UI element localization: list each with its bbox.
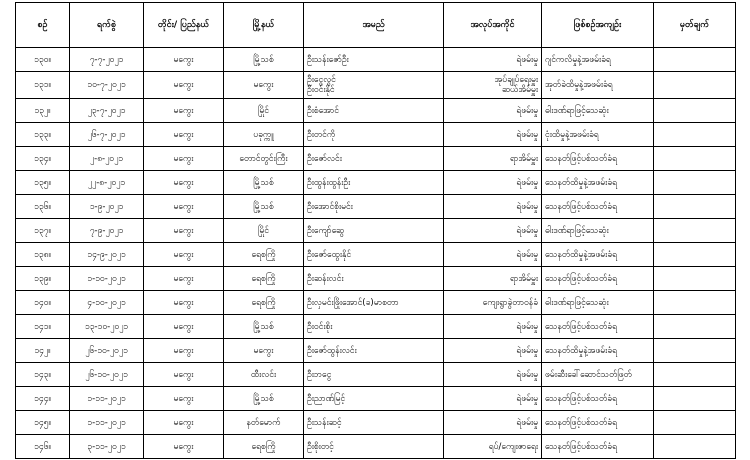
row-date-text: ၂၆-၁၀-၂၀၂၁ bbox=[85, 345, 128, 356]
row-township-text: ရေစကြို bbox=[251, 273, 276, 284]
row-township-text: ရေစကြို bbox=[251, 441, 276, 452]
row-occupation-text: ရဲဖမ်းမှု bbox=[516, 105, 538, 116]
row-name-text: ဦးဆန်းလင်း bbox=[307, 273, 344, 284]
row-remark bbox=[654, 171, 736, 195]
header-remark: မှတ်ချက် bbox=[654, 3, 736, 48]
row-name-text: ဦးထွန်းထွန်းဦး bbox=[307, 177, 351, 188]
row-date-text: ၇-၇-၂၀၂၁ bbox=[89, 54, 124, 65]
row-region-text: မကွေး bbox=[173, 129, 194, 140]
row-region bbox=[144, 171, 224, 195]
table-header-row bbox=[16, 3, 736, 48]
row-number-text: ၁၃၉။ bbox=[34, 273, 51, 284]
row-region bbox=[144, 195, 224, 219]
row-remark bbox=[654, 435, 736, 459]
row-region-text: မကွေး bbox=[173, 321, 194, 332]
row-occupation-text: ရဲဖမ်းမှု bbox=[516, 201, 538, 212]
header-cause: ဖြစ်စဉ်အကျဉ်း bbox=[542, 3, 654, 48]
row-name-text: ဦးကျော်ဆွေ bbox=[307, 225, 345, 236]
row-region bbox=[144, 267, 224, 291]
row-incident bbox=[542, 48, 654, 72]
row-township bbox=[224, 435, 304, 459]
row-occupation bbox=[444, 147, 542, 171]
row-incident bbox=[542, 99, 654, 123]
row-occupation bbox=[444, 411, 542, 435]
row-name-text: ဦးသန်းဆင့် bbox=[307, 417, 342, 428]
row-region-text: မကွေး bbox=[173, 153, 194, 164]
row-township bbox=[224, 363, 304, 387]
document-sheet bbox=[15, 2, 735, 459]
row-date bbox=[70, 147, 144, 171]
row-name-text: ဦးသန်းဇော်ဦး bbox=[307, 54, 349, 65]
row-incident bbox=[542, 147, 654, 171]
row-township bbox=[224, 219, 304, 243]
row-date bbox=[70, 363, 144, 387]
row-date-text: ၂၆-၁၀-၂၀၂၁ bbox=[85, 369, 128, 380]
row-incident bbox=[542, 243, 654, 267]
row-number-text: ၁၄၄။ bbox=[34, 393, 51, 404]
row-incident bbox=[542, 291, 654, 315]
row-number-text: ၁၃၈။ bbox=[34, 249, 51, 260]
table-row bbox=[16, 267, 736, 291]
row-township bbox=[224, 243, 304, 267]
row-township-text: မြို့သစ် bbox=[253, 201, 274, 212]
row-township-text: ပခုက္ကူ bbox=[253, 129, 274, 140]
row-region-text: မကွေး bbox=[173, 177, 194, 188]
row-region bbox=[144, 291, 224, 315]
row-incident-text: သေနတ်ထိမှုနဲ့အဖမ်းခံရ bbox=[545, 177, 617, 188]
row-incident bbox=[542, 267, 654, 291]
row-township bbox=[224, 195, 304, 219]
row-name bbox=[304, 291, 444, 315]
row-incident-text: အုတ်ခဲထိမှုနဲ့အဖမ်းခံရ bbox=[545, 80, 613, 90]
row-number-text: ၁၃၄။ bbox=[34, 153, 51, 164]
row-township bbox=[224, 267, 304, 291]
row-name-text: ဦးတင်ကို bbox=[307, 129, 336, 140]
row-occupation-text: ရာအိမ်မှူး bbox=[509, 153, 538, 164]
row-incident bbox=[542, 72, 654, 99]
table-row bbox=[16, 315, 736, 339]
row-occupation bbox=[444, 267, 542, 291]
table-row bbox=[16, 339, 736, 363]
row-incident-text: သေနတ်ဖြင့်ပစ်သတ်ခံရ bbox=[545, 153, 617, 164]
row-date-text: ၁-၁၁-၂၀၂၁ bbox=[87, 393, 126, 404]
row-date bbox=[70, 339, 144, 363]
row-township-text: မြို့သစ် bbox=[253, 177, 274, 188]
row-occupation-text: ရဲဖမ်းမှု bbox=[516, 249, 538, 260]
row-number bbox=[16, 291, 70, 315]
row-region-text: မကွေး bbox=[173, 105, 194, 116]
row-incident-text: သေနတ်ဖြင့်ပစ်သတ်ခံရ bbox=[545, 321, 617, 332]
row-township-text: ရေစကြို bbox=[251, 249, 276, 260]
row-remark bbox=[654, 219, 736, 243]
row-name-text: ဦးဇော်ထွန်းလင်း bbox=[307, 345, 357, 356]
row-occupation bbox=[444, 99, 542, 123]
row-date bbox=[70, 99, 144, 123]
row-occupation-text: ရဲဖမ်းမှု bbox=[516, 417, 538, 428]
table-row bbox=[16, 147, 736, 171]
table-row bbox=[16, 435, 736, 459]
row-occupation bbox=[444, 195, 542, 219]
row-date bbox=[70, 72, 144, 99]
row-name-text: ဦးငွေလွင် bbox=[307, 75, 336, 85]
row-name bbox=[304, 171, 444, 195]
row-date bbox=[70, 48, 144, 72]
row-region bbox=[144, 48, 224, 72]
row-occupation bbox=[444, 435, 542, 459]
row-region-text: မကွေး bbox=[173, 54, 194, 65]
row-region-text: မကွေး bbox=[173, 273, 194, 284]
row-township bbox=[224, 291, 304, 315]
row-region-text: မကွေး bbox=[173, 225, 194, 236]
row-name-text: ဦးဇော်ထွေးနိုင် bbox=[307, 249, 352, 260]
row-name bbox=[304, 123, 444, 147]
row-remark bbox=[654, 291, 736, 315]
table-row bbox=[16, 99, 736, 123]
row-date-text: ၂၃-၇-၂၀၂၁ bbox=[87, 105, 126, 116]
row-incident bbox=[542, 411, 654, 435]
row-incident-text: သေနတ်ဖြင့်ပစ်သတ်ခံရ bbox=[545, 441, 617, 452]
row-name bbox=[304, 243, 444, 267]
row-incident-text: ဓါးဒဏ်ရာဖြင့်သေဆုံး bbox=[545, 105, 609, 116]
row-number bbox=[16, 315, 70, 339]
row-remark bbox=[654, 147, 736, 171]
row-region-text: မကွေး bbox=[173, 345, 194, 356]
row-name bbox=[304, 387, 444, 411]
row-name bbox=[304, 219, 444, 243]
row-number bbox=[16, 171, 70, 195]
row-remark bbox=[654, 267, 736, 291]
row-name-text: ဦးဘငွေ bbox=[307, 369, 332, 380]
row-incident-text: ဂျင်ကလိမှုနဲ့အဖမ်းခံရ bbox=[545, 54, 611, 65]
row-date bbox=[70, 195, 144, 219]
row-incident bbox=[542, 123, 654, 147]
row-name-text: ဦးဝင်းစိုး bbox=[307, 321, 333, 332]
row-number bbox=[16, 363, 70, 387]
row-township bbox=[224, 171, 304, 195]
row-region-text: မကွေး bbox=[173, 201, 194, 212]
row-number-text: ၁၃၀။ bbox=[34, 54, 51, 65]
row-township-text: နတ်မောက် bbox=[246, 417, 281, 428]
row-name bbox=[304, 195, 444, 219]
row-occupation-text: ရဲဖမ်းမှု bbox=[516, 129, 538, 140]
row-region bbox=[144, 243, 224, 267]
row-remark bbox=[654, 99, 736, 123]
row-remark bbox=[654, 387, 736, 411]
row-name bbox=[304, 267, 444, 291]
row-township bbox=[224, 48, 304, 72]
row-region-text: မကွေး bbox=[173, 441, 194, 452]
row-remark bbox=[654, 123, 736, 147]
row-number-text: ၁၄၂။ bbox=[34, 345, 51, 356]
row-occupation bbox=[444, 171, 542, 195]
row-occupation-text: ရပ်/ကျေးဇာရေး bbox=[488, 441, 538, 452]
row-township bbox=[224, 411, 304, 435]
row-incident bbox=[542, 387, 654, 411]
row-number bbox=[16, 48, 70, 72]
row-remark bbox=[654, 48, 736, 72]
row-number-text: ၁၃၂။ bbox=[34, 105, 51, 116]
row-number-text: ၁၃၃။ bbox=[34, 129, 51, 140]
row-occupation-text: ကျေးရွာခွဲတာဝန်ခံ bbox=[482, 297, 538, 308]
row-township bbox=[224, 147, 304, 171]
row-number bbox=[16, 267, 70, 291]
row-name bbox=[304, 339, 444, 363]
row-incident bbox=[542, 363, 654, 387]
row-region bbox=[144, 315, 224, 339]
row-region-text: မကွေး bbox=[173, 297, 194, 308]
row-remark bbox=[654, 411, 736, 435]
row-township-text: တောင်တွင်းကြီး bbox=[239, 153, 288, 164]
row-incident bbox=[542, 315, 654, 339]
row-region bbox=[144, 99, 224, 123]
row-name-text: ဦးလှမင်းဖြိုးအောင်(ခ)မာစတာ bbox=[307, 297, 399, 308]
row-township bbox=[224, 99, 304, 123]
row-incident-text: သေနတ်ဖြင့်ပစ်သတ်ခံရ bbox=[545, 273, 617, 284]
incident-table bbox=[15, 2, 736, 459]
row-number-text: ၁၄၃။ bbox=[34, 369, 51, 380]
row-incident-text: ဓါးဒဏ်ရာဖြင့်သေဆုံး bbox=[545, 225, 609, 236]
table-row bbox=[16, 291, 736, 315]
table-row bbox=[16, 195, 736, 219]
row-occupation bbox=[444, 72, 542, 99]
row-region-text: မကွေး bbox=[173, 369, 194, 380]
row-incident bbox=[542, 171, 654, 195]
row-region bbox=[144, 219, 224, 243]
row-region bbox=[144, 435, 224, 459]
row-number bbox=[16, 147, 70, 171]
row-date bbox=[70, 219, 144, 243]
row-incident-text: ဖမ်းဆီးခေါ်ဆောင်သတ်ဖြတ် bbox=[545, 369, 632, 380]
row-name bbox=[304, 315, 444, 339]
row-date-text: ၁-၁၀-၂၀၂၁ bbox=[87, 273, 126, 284]
table-row bbox=[16, 48, 736, 72]
row-occupation-text: ရဲဖမ်းမှု bbox=[516, 54, 538, 65]
row-occupation bbox=[444, 219, 542, 243]
row-occupation bbox=[444, 363, 542, 387]
row-date-text: ၂၂-၈-၂၀၂၁ bbox=[87, 177, 126, 188]
row-region bbox=[144, 411, 224, 435]
row-incident bbox=[542, 219, 654, 243]
row-township-text: မြိုင် bbox=[258, 225, 269, 236]
row-remark bbox=[654, 339, 736, 363]
row-number-text: ၁၃၁။ bbox=[34, 80, 51, 90]
row-remark bbox=[654, 363, 736, 387]
row-occupation-text: ရဲဖမ်းမှု bbox=[516, 369, 538, 380]
row-occupation-text-line2: ဆယ်အိမ်မှူး bbox=[501, 85, 538, 95]
row-incident-text: သေနတ်ဖြင့်ပစ်သတ်ခံရ bbox=[545, 393, 617, 404]
row-date bbox=[70, 315, 144, 339]
row-township bbox=[224, 123, 304, 147]
header-no: စဉ် bbox=[16, 3, 70, 48]
row-number-text: ၁၃၅။ bbox=[34, 177, 51, 188]
row-region bbox=[144, 339, 224, 363]
row-region-text: မကွေး bbox=[173, 417, 194, 428]
row-name bbox=[304, 72, 444, 99]
row-number-text: ၁၄၅။ bbox=[34, 417, 51, 428]
row-incident-text: သေနတ်ဖြင့်ပစ်သတ်ခံရ bbox=[545, 201, 617, 212]
row-remark bbox=[654, 72, 736, 99]
row-date-text: ၃-၁၁-၂၀၂၁ bbox=[87, 441, 126, 452]
row-name-text-line2: ဦးဝင်းနိုင် bbox=[307, 85, 335, 95]
table-body bbox=[16, 48, 736, 459]
row-occupation-text: ရာအိမ်မှူး bbox=[509, 273, 538, 284]
row-township-text: မြိုင် bbox=[258, 105, 269, 116]
row-number bbox=[16, 387, 70, 411]
row-date-text: ၁၄-၉-၂၀၂၁ bbox=[87, 249, 126, 260]
row-township bbox=[224, 387, 304, 411]
row-number-text: ၁၄၆။ bbox=[34, 441, 51, 452]
row-date bbox=[70, 243, 144, 267]
row-township-text: မြို့သစ် bbox=[253, 54, 274, 65]
header-region: တိုင်း/ ပြည်နယ် bbox=[144, 3, 224, 48]
header-date: ရက်စွဲ bbox=[70, 3, 144, 48]
row-date bbox=[70, 435, 144, 459]
row-township-text: ရေစကြို bbox=[251, 297, 276, 308]
row-date-text: ၇-၉-၂၀၂၁ bbox=[89, 225, 124, 236]
row-name bbox=[304, 48, 444, 72]
row-date-text: ၄-၁၀-၂၀၂၁ bbox=[87, 297, 126, 308]
header-job: အလုပ်အကိုင် bbox=[444, 3, 542, 48]
row-name-text: ဦးဇော်လင်း bbox=[307, 153, 342, 164]
table-row bbox=[16, 72, 736, 99]
row-township bbox=[224, 315, 304, 339]
row-occupation bbox=[444, 123, 542, 147]
row-date bbox=[70, 267, 144, 291]
row-name bbox=[304, 99, 444, 123]
row-occupation-text: ရဲဖမ်းမှု bbox=[516, 177, 538, 188]
row-occupation-text: ရဲဖမ်းမှု bbox=[516, 393, 538, 404]
header-name: အမည် bbox=[304, 3, 444, 48]
row-date bbox=[70, 387, 144, 411]
row-occupation bbox=[444, 48, 542, 72]
row-number bbox=[16, 219, 70, 243]
row-number bbox=[16, 339, 70, 363]
row-date-text: ၂၆-၇-၂၀၂၁ bbox=[87, 129, 126, 140]
row-date-text: ၁၃-၁၀-၂၀၂၁ bbox=[84, 321, 129, 332]
table-row bbox=[16, 387, 736, 411]
row-township-text: မကွေး bbox=[253, 345, 274, 356]
row-occupation bbox=[444, 315, 542, 339]
row-incident-text: ဓါးဒဏ်ရာဖြင့်သေဆုံး bbox=[545, 297, 609, 308]
row-occupation-text: ရဲဖမ်းမှု bbox=[516, 225, 538, 236]
row-incident-text: ငုံးထိမှုနဲ့အဖမ်းခံရ bbox=[545, 129, 599, 140]
row-date-text: ၁၀-၇-၂၀၂၁ bbox=[87, 80, 126, 90]
row-remark bbox=[654, 243, 736, 267]
row-region-text: မကွေး bbox=[173, 249, 194, 260]
row-name bbox=[304, 435, 444, 459]
table-row bbox=[16, 363, 736, 387]
row-date-text: ၁-၉-၂၀၂၁ bbox=[89, 201, 124, 212]
row-township bbox=[224, 339, 304, 363]
row-name bbox=[304, 411, 444, 435]
table-row bbox=[16, 243, 736, 267]
row-occupation bbox=[444, 387, 542, 411]
row-occupation bbox=[444, 339, 542, 363]
row-date-text: ၂-၈-၂၀၂၁ bbox=[89, 153, 124, 164]
row-date bbox=[70, 411, 144, 435]
row-incident bbox=[542, 435, 654, 459]
row-number bbox=[16, 123, 70, 147]
table-row bbox=[16, 171, 736, 195]
row-date-text: ၁-၁၁-၂၀၂၁ bbox=[87, 417, 126, 428]
row-name-text: ဦးအောင်စိုးမင်း bbox=[307, 201, 353, 212]
row-number bbox=[16, 435, 70, 459]
row-date bbox=[70, 171, 144, 195]
row-remark bbox=[654, 315, 736, 339]
row-region bbox=[144, 363, 224, 387]
row-date bbox=[70, 123, 144, 147]
row-township-text: မြို့သစ် bbox=[253, 393, 274, 404]
table-row bbox=[16, 123, 736, 147]
row-date bbox=[70, 291, 144, 315]
row-occupation-text: ရဲဖမ်းမှု bbox=[516, 321, 538, 332]
row-number bbox=[16, 195, 70, 219]
row-name-text: ဦးညာဏ်မြင့် bbox=[307, 393, 346, 404]
row-region bbox=[144, 72, 224, 99]
row-region bbox=[144, 123, 224, 147]
row-remark bbox=[654, 195, 736, 219]
row-region-text: မကွေး bbox=[173, 80, 194, 90]
row-incident bbox=[542, 195, 654, 219]
row-region bbox=[144, 387, 224, 411]
row-number bbox=[16, 72, 70, 99]
row-township-text: မြို့သစ် bbox=[253, 321, 274, 332]
row-township-text: မကွေး bbox=[253, 80, 274, 90]
row-incident-text: သေနတ်ထိမှုနဲ့အဖမ်းခံရ bbox=[545, 249, 617, 260]
row-name-text: ဦးစံအောင် bbox=[307, 105, 339, 116]
row-region-text: မကွေး bbox=[173, 393, 194, 404]
row-occupation bbox=[444, 243, 542, 267]
row-number bbox=[16, 99, 70, 123]
row-incident bbox=[542, 339, 654, 363]
row-name-text: ဦးစိုးတင့် bbox=[307, 441, 334, 452]
row-occupation-text: အုပ်ချုပ်ရေးမှူး bbox=[494, 75, 538, 85]
row-number bbox=[16, 243, 70, 267]
row-number-text: ၁၃၆။ bbox=[34, 201, 51, 212]
row-incident-text: သေနတ်ဖြင့်ပစ်သတ်ခံရ bbox=[545, 417, 617, 428]
row-name bbox=[304, 147, 444, 171]
row-name bbox=[304, 363, 444, 387]
row-incident-text: သေနတ်ထိမှုနဲ့အဖမ်းခံရ bbox=[545, 345, 617, 356]
row-number-text: ၁၃၇။ bbox=[34, 225, 51, 236]
header-town: မြို့နယ် bbox=[224, 3, 304, 48]
row-occupation bbox=[444, 291, 542, 315]
row-number-text: ၁၄၁။ bbox=[34, 321, 51, 332]
row-occupation-text: ရဲဖမ်းမှု bbox=[516, 345, 538, 356]
row-number-text: ၁၄၀။ bbox=[34, 297, 51, 308]
row-township bbox=[224, 72, 304, 99]
row-number bbox=[16, 411, 70, 435]
table-row bbox=[16, 219, 736, 243]
row-township-text: ထီးလင်း bbox=[250, 369, 277, 380]
table-row bbox=[16, 411, 736, 435]
row-region bbox=[144, 147, 224, 171]
